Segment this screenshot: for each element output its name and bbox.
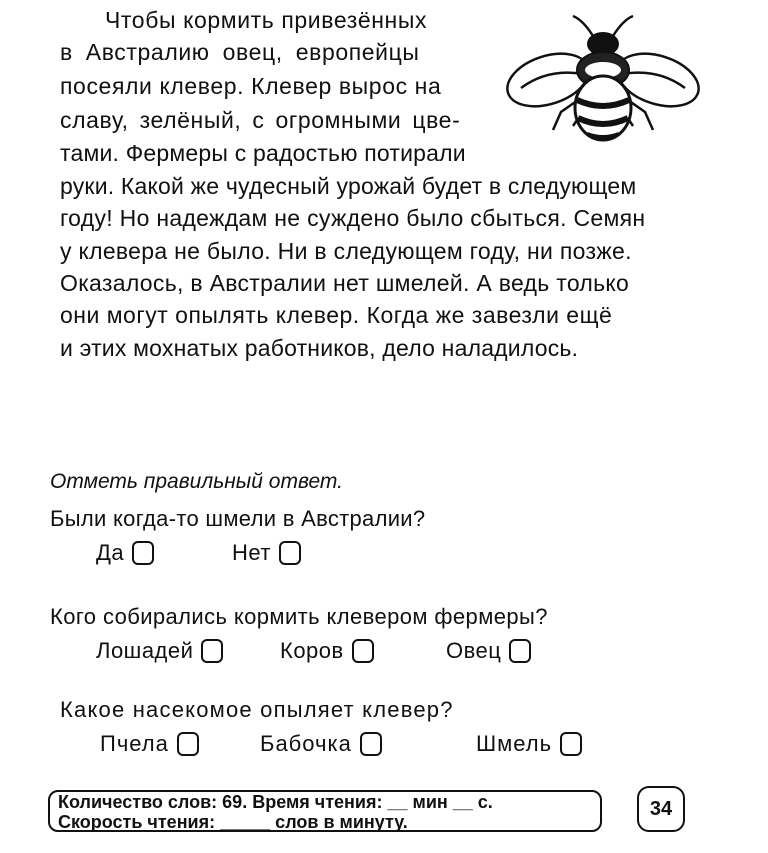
story-line-1: Чтобы кормить привезённых — [105, 7, 428, 33]
checkbox[interactable] — [509, 639, 531, 663]
story-line-10: они могут опылять клевер. Когда же завезли ещё — [60, 302, 613, 328]
q3-option-bee[interactable] — [100, 731, 199, 757]
option-label: Коров — [280, 638, 344, 663]
bumblebee-illustration — [503, 8, 703, 148]
q1-option-net[interactable] — [232, 540, 301, 566]
question-2: Кого собирались кормить клевером фермеры? — [50, 604, 548, 629]
q3-option-bumblebee[interactable] — [476, 731, 582, 757]
instruction: Отметь правильный ответ. — [50, 470, 343, 493]
story-line-4: славу, зелёный, с огромными цве- — [60, 107, 461, 133]
checkbox[interactable] — [132, 541, 154, 565]
q3-option-butterfly[interactable] — [260, 731, 382, 757]
story-line-8: у клевера не было. Ни в следующем году, ни позже. — [60, 238, 632, 264]
checkbox[interactable] — [201, 639, 223, 663]
checkbox[interactable] — [279, 541, 301, 565]
checkbox[interactable] — [352, 639, 374, 663]
option-label: Нет — [232, 540, 271, 565]
reading-speed-line: Скорость чтения: _____ слов в минуту. — [58, 812, 408, 832]
page-number: 34 — [637, 786, 685, 832]
option-label: Пчела — [100, 731, 169, 756]
story-line-9: Оказалось, в Австралии нет шмелей. А ведь только — [60, 270, 630, 296]
option-label: Овец — [446, 638, 502, 663]
checkbox[interactable] — [360, 732, 382, 756]
question-1: Были когда-то шмели в Австралии? — [50, 506, 426, 531]
q2-option-horses[interactable] — [96, 638, 223, 664]
option-label: Шмель — [476, 731, 553, 756]
option-label: Лошадей — [96, 638, 194, 663]
story-line-3: посеяли клевер. Клевер вырос на — [60, 73, 442, 99]
checkbox[interactable] — [177, 732, 199, 756]
option-label: Да — [96, 540, 125, 565]
story-line-11: и этих мохнатых работников, дело наладилось. — [60, 335, 579, 361]
option-label: Бабочка — [260, 731, 352, 756]
story-line-7: году! Но надеждам не суждено было сбыться. Семян — [60, 205, 646, 231]
word-count-line: Количество слов: 69. Время чтения: __ мин __ с. — [58, 792, 493, 812]
story-line-2: в Австралию овец, европейцы — [60, 39, 420, 65]
checkbox[interactable] — [560, 732, 582, 756]
q2-option-cows[interactable] — [280, 638, 374, 664]
q2-option-sheep[interactable] — [446, 638, 531, 664]
story-line-6: руки. Какой же чудесный урожай будет в следующем — [60, 173, 637, 199]
q1-option-da[interactable] — [96, 540, 154, 566]
story-line-5: тами. Фермеры с радостью потирали — [60, 140, 466, 166]
reading-stats-box — [48, 790, 602, 832]
question-3: Какое насекомое опыляет клевер? — [60, 697, 454, 722]
